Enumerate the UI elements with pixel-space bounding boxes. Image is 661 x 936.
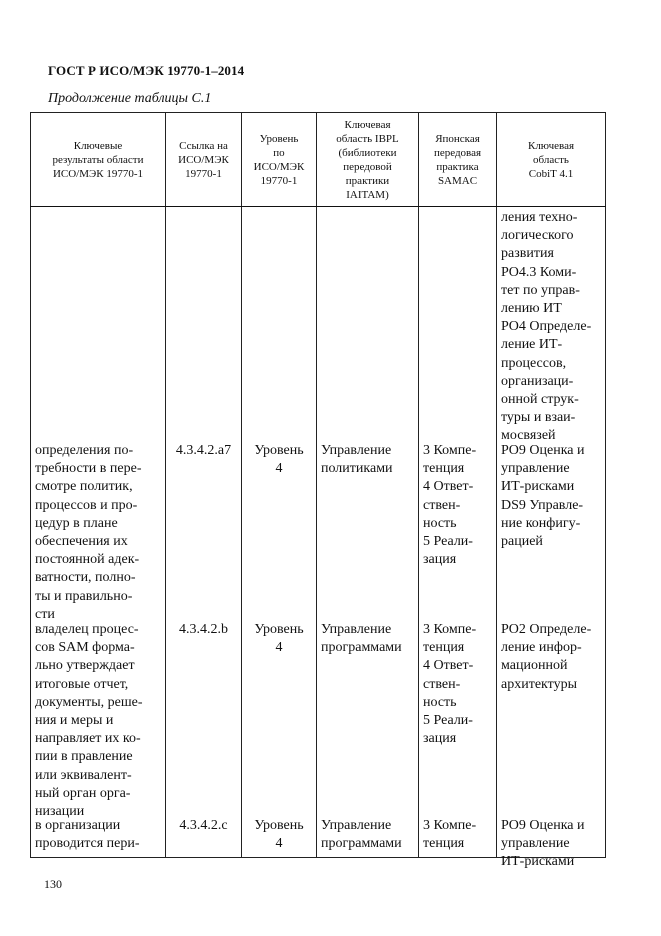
key-result-text <box>31 442 165 624</box>
cell-line: Управление <box>321 443 392 458</box>
reference-text <box>166 817 241 835</box>
header-line: 19770-1 <box>185 167 222 180</box>
cell-line: 4.3.4.2.a7 <box>175 443 232 458</box>
cell-line: туры и взаи- <box>501 410 576 426</box>
page-number: 130 <box>44 877 62 891</box>
cell-line: в организации <box>35 818 121 833</box>
key-result-text <box>31 817 165 853</box>
cobit-text <box>497 817 605 872</box>
cell-line: ты и правильно- <box>35 588 133 604</box>
cell-line: развития <box>501 246 554 262</box>
cell-line: онной струк- <box>501 392 579 408</box>
cell-line: зация <box>423 552 457 568</box>
ibpl-text <box>317 442 418 478</box>
header-line: практики <box>345 174 390 187</box>
cell-line: тенция <box>423 836 465 852</box>
header-key-results <box>31 113 166 207</box>
cell-line: программами <box>321 836 402 852</box>
header-line: ИСО/МЭК 19770-1 <box>52 167 144 180</box>
cell-line: 4.3.4.2.c <box>179 818 228 833</box>
cell-line: 4 Ответ- <box>423 658 474 674</box>
cell-line: 3 Компе- <box>423 622 477 637</box>
header-line: передовая <box>433 146 482 159</box>
cell-line: PO2 Определе- <box>501 622 592 637</box>
cell-line: 5 Реали- <box>423 713 473 729</box>
cell-line: логического <box>501 228 574 244</box>
cell-line: процессов и про- <box>35 497 138 513</box>
samac-text <box>419 817 496 853</box>
header-line: Ссылка на <box>179 139 228 152</box>
column-ibpl <box>317 207 419 858</box>
ibpl-text <box>317 621 418 657</box>
cell-line: тенция <box>423 640 465 656</box>
cell-line: направляет их ко- <box>35 731 141 747</box>
cell-line: пии в правление <box>35 749 133 765</box>
cell-line: 4 <box>275 461 283 477</box>
standard-title: ГОСТ Р ИСО/МЭК 19770-1–2014 <box>48 63 245 78</box>
cell-line: ление инфор- <box>501 640 582 656</box>
cobit-text <box>497 209 605 446</box>
cell-line: проводится пери- <box>35 836 140 852</box>
level-text <box>242 621 316 657</box>
header-line: IAITAM) <box>346 188 389 201</box>
header-line: область IBPL <box>336 132 399 145</box>
column-reference <box>166 207 242 858</box>
cell-line: организаци- <box>501 373 574 389</box>
cell-line: PO4 Определе- <box>501 319 592 335</box>
column-level <box>242 207 317 858</box>
cell-line: ления техно- <box>501 210 578 225</box>
cell-line: льно утверждает <box>35 658 135 674</box>
cell-line: требности в пере- <box>35 461 142 477</box>
samac-text <box>419 621 496 748</box>
header-line: Ключевая <box>527 139 575 152</box>
cell-line: сти <box>35 606 55 622</box>
cell-line: ватности, полно- <box>35 570 136 586</box>
cell-line: лению ИТ <box>501 301 562 317</box>
cell-line: документы, реше- <box>35 694 143 710</box>
cell-line: архитектуры <box>501 676 577 692</box>
cell-line: ствен- <box>423 676 461 692</box>
cell-line: мационной <box>501 658 568 674</box>
level-text <box>242 817 316 853</box>
cell-line: ствен- <box>423 497 461 513</box>
cell-line: ность <box>423 694 457 710</box>
cell-line: 4 Ответ- <box>423 479 474 495</box>
samac-text <box>419 442 496 569</box>
cell-line: ИТ-рисками <box>501 854 575 870</box>
cell-line: обеспечения их <box>35 534 128 550</box>
cell-line: Уровень <box>254 443 304 458</box>
cell-line: 4.3.4.2.b <box>179 622 228 637</box>
ibpl-text <box>317 817 418 853</box>
header-line: передовой <box>343 160 392 173</box>
cell-line: владелец процес- <box>35 622 139 637</box>
header-ibpl <box>317 113 419 207</box>
cell-line: сов SAM форма- <box>35 640 135 656</box>
cell-line: 3 Компе- <box>423 818 477 833</box>
header-line: Ключевые <box>73 139 123 152</box>
key-result-text <box>31 621 165 821</box>
cell-line: ИТ-рисками <box>501 479 575 495</box>
cell-line: смотре политик, <box>35 479 133 495</box>
cell-line: рацией <box>501 534 543 550</box>
cobit-text <box>497 621 605 694</box>
cell-line: управление <box>501 461 570 477</box>
column-cobit <box>497 207 606 870</box>
cell-line: Управление <box>321 818 392 833</box>
cell-line: зация <box>423 731 457 747</box>
cell-line: управление <box>501 836 570 852</box>
cell-line: DS9 Управле- <box>501 497 584 513</box>
cell-line: PO4.3 Коми- <box>501 264 577 280</box>
level-text <box>242 442 316 478</box>
reference-text <box>166 442 241 460</box>
header-level <box>242 113 317 207</box>
cell-line: Уровень <box>254 818 304 833</box>
header-line: SAMAC <box>437 174 478 187</box>
header-line: Уровень <box>259 132 299 145</box>
header-line: результаты области <box>52 153 144 166</box>
cell-line: итоговые отчет, <box>35 676 129 692</box>
cell-line: ние конфигу- <box>501 515 581 531</box>
cell-line: постоянной адек- <box>35 552 140 568</box>
cell-line: ный орган орга- <box>35 785 131 801</box>
cell-line: процессов, <box>501 355 567 371</box>
header-line: ИСО/МЭК <box>253 160 305 173</box>
header-line: практика <box>436 160 479 173</box>
cell-line: 4 <box>275 836 283 852</box>
cell-line: политиками <box>321 461 393 477</box>
cell-line: PO9 Оценка и <box>501 818 585 833</box>
cell-line: ление ИТ- <box>501 337 563 353</box>
cell-line: 4 <box>275 640 283 656</box>
cell-line: Управление <box>321 622 392 637</box>
cell-line: ность <box>423 515 457 531</box>
cell-line: Уровень <box>254 622 304 637</box>
header-samac <box>419 113 497 207</box>
header-line: (библиотеки <box>338 146 397 159</box>
header-line: ИСО/МЭК <box>178 153 229 166</box>
cell-line: 3 Компе- <box>423 443 477 458</box>
cell-line: мосвязей <box>501 428 556 444</box>
table-body-row <box>31 207 606 858</box>
cell-line: программами <box>321 640 402 656</box>
cell-line: тенция <box>423 461 465 477</box>
cell-line: тет по управ- <box>501 282 580 298</box>
reference-text <box>166 621 241 639</box>
header-line: Японская <box>435 132 480 145</box>
header-line: область <box>533 153 569 166</box>
column-key-results <box>31 207 166 858</box>
header-line: 19770-1 <box>260 174 298 187</box>
cobit-text <box>497 442 605 551</box>
cell-line: низации <box>35 804 85 820</box>
cell-line: или эквивалент- <box>35 767 132 783</box>
data-table <box>30 112 606 870</box>
header-reference <box>166 113 242 207</box>
header-line: по <box>273 146 285 159</box>
cell-line: 5 Реали- <box>423 534 473 550</box>
header-line: Ключевая <box>344 118 391 131</box>
cell-line: PO9 Оценка и <box>501 443 585 458</box>
cell-line: цедур в плане <box>35 515 118 531</box>
cell-line: ния и меры и <box>35 713 114 729</box>
header-cobit <box>497 113 606 207</box>
cell-line: определения по- <box>35 443 134 458</box>
table-caption: Продолжение таблицы С.1 <box>48 91 212 106</box>
column-samac <box>419 207 497 858</box>
table-header-row <box>31 113 606 207</box>
header-line: CobiT 4.1 <box>528 167 574 180</box>
